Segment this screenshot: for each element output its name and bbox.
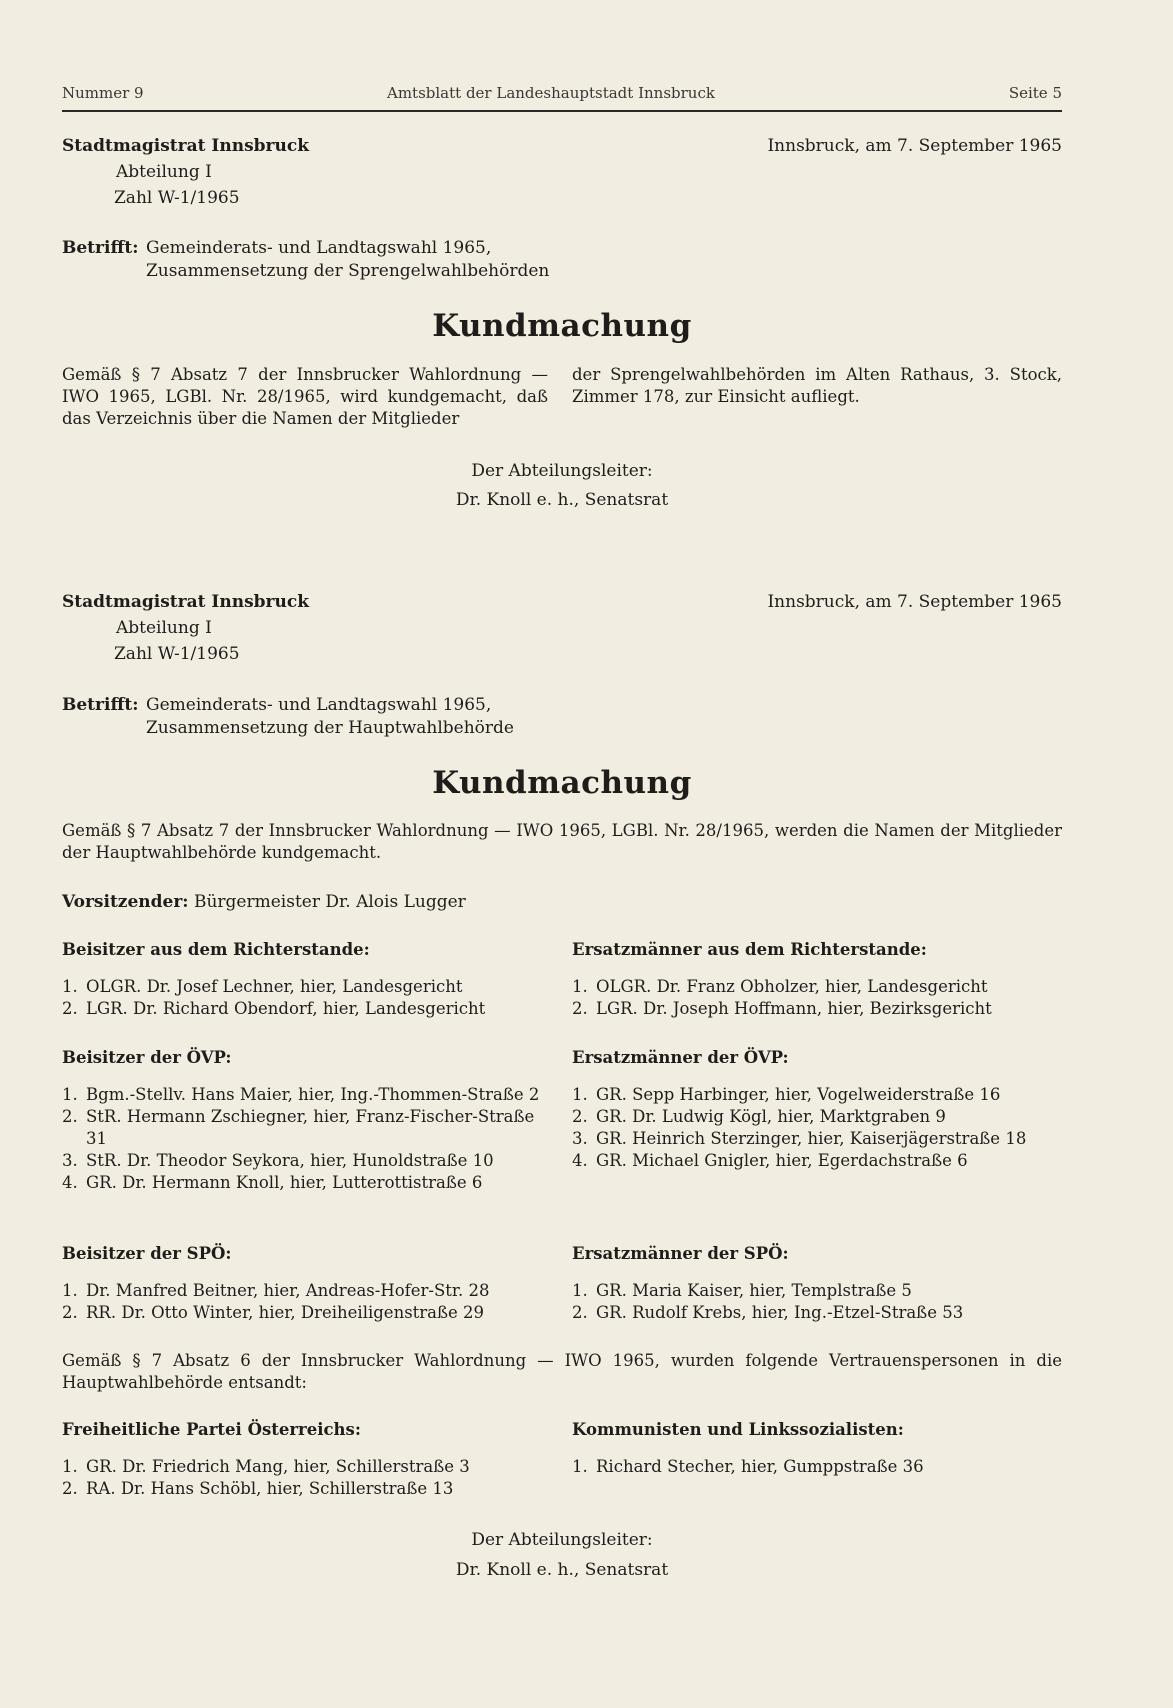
kpo-heading: Kommunisten und Linkssozialisten: xyxy=(572,1420,904,1439)
item-number: 2. xyxy=(62,1479,78,1498)
publication-title: Amtsblatt der Landeshauptstadt Innsbruck xyxy=(387,84,715,102)
list-item xyxy=(62,1478,552,1500)
list-item xyxy=(62,1172,552,1194)
notice2-place-date: Innsbruck, am 7. September 1965 xyxy=(767,592,1062,612)
item-text: GR. Dr. Friedrich Mang, hier, Schillerstraße 3 xyxy=(86,1457,470,1476)
item-number: 1. xyxy=(572,1281,588,1300)
list-item xyxy=(62,1150,552,1172)
substitutes-judges-heading: Ersatzmänner aus dem Richterstande: xyxy=(572,940,927,959)
list-item xyxy=(62,998,542,1020)
notice1-subject-line1: Gemeinderats- und Landtagswahl 1965, xyxy=(146,238,492,258)
notice2-signature-role: Der Abteilungsleiter: xyxy=(471,1530,653,1550)
item-number: 1. xyxy=(572,977,588,996)
item-number: 2. xyxy=(572,1303,588,1322)
chair-line xyxy=(62,892,466,912)
item-number: 2. xyxy=(62,1303,78,1322)
kpo-list xyxy=(572,1456,1062,1478)
page-number: Seite 5 xyxy=(1008,84,1062,102)
list-item xyxy=(572,1106,1062,1128)
list-item xyxy=(572,1456,1062,1478)
item-number: 1. xyxy=(62,1281,78,1300)
assessors-ovp-list xyxy=(62,1084,552,1194)
document-page xyxy=(62,0,1062,1708)
substitutes-ovp-list xyxy=(572,1084,1062,1172)
item-text: GR. Heinrich Sterzinger, hier, Kaiserjägerstraße 18 xyxy=(596,1129,1027,1148)
substitutes-judges-list xyxy=(572,976,1062,1020)
list-item xyxy=(572,1280,1062,1302)
fpo-heading: Freiheitliche Partei Österreichs: xyxy=(62,1420,361,1439)
issue-number: Nummer 9 xyxy=(62,84,144,102)
substitutes-spo-heading: Ersatzmänner der SPÖ: xyxy=(572,1244,789,1263)
item-text: GR. Michael Gnigler, hier, Egerdachstraße 6 xyxy=(596,1151,968,1170)
notice1-title: Kundmachung xyxy=(432,308,692,344)
list-item xyxy=(62,1106,552,1150)
item-text: RA. Dr. Hans Schöbl, hier, Schillerstraße 13 xyxy=(86,1479,454,1498)
notice1-authority: Stadtmagistrat Innsbruck xyxy=(62,136,309,156)
notice1-body-left: Gemäß § 7 Absatz 7 der Innsbrucker Wahlordnung — IWO 1965, LGBl. Nr. 28/1965, wird kundgemacht, daß das Verzeichnis über die Namen der Mitglieder xyxy=(62,365,548,428)
list-item xyxy=(572,1084,1062,1106)
notice2-subject-line2: Zusammensetzung der Hauptwahlbehörde xyxy=(146,718,514,738)
trustees-intro: Gemäß § 7 Absatz 6 der Innsbrucker Wahlordnung — IWO 1965, wurden folgende Vertrauenspersonen in die Hauptwahlbehörde entsandt: xyxy=(62,1351,1062,1392)
notice2-intro: Gemäß § 7 Absatz 7 der Innsbrucker Wahlordnung — IWO 1965, LGBl. Nr. 28/1965, werden die Namen der Mitglieder der Hauptwahlbehörde kundgemacht. xyxy=(62,821,1062,862)
substitutes-spo-list xyxy=(572,1280,1062,1324)
item-text: OLGR. Dr. Josef Lechner, hier, Landesgericht xyxy=(86,977,463,996)
list-item xyxy=(62,1084,552,1106)
notice2-signature-name: Dr. Knoll e. h., Senatsrat xyxy=(455,1560,669,1580)
item-text: LGR. Dr. Joseph Hoffmann, hier, Bezirksgericht xyxy=(596,999,992,1018)
item-number: 2. xyxy=(62,999,78,1018)
list-item xyxy=(572,998,1062,1020)
notice1-subject-line2: Zusammensetzung der Sprengelwahlbehörden xyxy=(146,261,550,281)
list-item xyxy=(572,1150,1062,1172)
assessors-ovp-heading: Beisitzer der ÖVP: xyxy=(62,1048,232,1067)
assessors-spo-heading: Beisitzer der SPÖ: xyxy=(62,1244,232,1263)
item-text: Richard Stecher, hier, Gumppstraße 36 xyxy=(596,1457,924,1476)
item-text: OLGR. Dr. Franz Obholzer, hier, Landesgericht xyxy=(596,977,988,996)
notice1-signature-name: Dr. Knoll e. h., Senatsrat xyxy=(455,490,669,510)
notice1-body-right: der Sprengelwahlbehörden im Alten Rathaus, 3. Stock, Zimmer 178, zur Einsicht aufliegt. xyxy=(572,365,1062,406)
notice2-subject-label: Betrifft: xyxy=(62,695,139,715)
item-number: 3. xyxy=(572,1129,588,1148)
assessors-judges-list xyxy=(62,976,542,1020)
fpo-list xyxy=(62,1456,552,1500)
notice2-authority: Stadtmagistrat Innsbruck xyxy=(62,592,309,612)
item-number: 1. xyxy=(572,1085,588,1104)
list-item xyxy=(62,1302,552,1324)
item-number: 2. xyxy=(62,1107,78,1126)
item-number: 2. xyxy=(572,999,588,1018)
item-text: StR. Hermann Zschiegner, hier, Franz-Fischer-Straße 31 xyxy=(86,1107,535,1148)
assessors-judges-heading: Beisitzer aus dem Richterstande: xyxy=(62,940,370,959)
item-number: 2. xyxy=(572,1107,588,1126)
notice1-signature-role: Der Abteilungsleiter: xyxy=(471,461,653,481)
item-text: Dr. Manfred Beitner, hier, Andreas-Hofer-Str. 28 xyxy=(86,1281,490,1300)
list-item xyxy=(62,1456,552,1478)
item-text: GR. Dr. Hermann Knoll, hier, Lutterottistraße 6 xyxy=(86,1173,483,1192)
item-number: 1. xyxy=(62,977,78,996)
item-text: RR. Dr. Otto Winter, hier, Dreiheiligenstraße 29 xyxy=(86,1303,485,1322)
item-text: Bgm.-Stellv. Hans Maier, hier, Ing.-Thommen-Straße 2 xyxy=(86,1085,540,1104)
list-item xyxy=(572,1302,1062,1324)
assessors-spo-list xyxy=(62,1280,552,1324)
chair-label: Vorsitzender: xyxy=(62,892,189,912)
item-number: 1. xyxy=(572,1457,588,1476)
item-text: LGR. Dr. Richard Obendorf, hier, Landesgericht xyxy=(86,999,486,1018)
notice1-file-number: Zahl W-1/1965 xyxy=(114,188,240,208)
list-item xyxy=(62,976,542,998)
item-text: StR. Dr. Theodor Seykora, hier, Hunoldstraße 10 xyxy=(86,1151,494,1170)
item-text: GR. Sepp Harbinger, hier, Vogelweiderstraße 16 xyxy=(596,1085,1001,1104)
notice2-subject-line1: Gemeinderats- und Landtagswahl 1965, xyxy=(146,695,492,715)
item-text: GR. Rudolf Krebs, hier, Ing.-Etzel-Straße 53 xyxy=(596,1303,964,1322)
item-text: GR. Dr. Ludwig Kögl, hier, Marktgraben 9 xyxy=(596,1107,946,1126)
notice2-title: Kundmachung xyxy=(432,765,692,801)
item-number: 1. xyxy=(62,1085,78,1104)
notice2-department: Abteilung I xyxy=(116,618,212,638)
item-number: 1. xyxy=(62,1457,78,1476)
item-number: 4. xyxy=(572,1151,588,1170)
chair-name: Bürgermeister Dr. Alois Lugger xyxy=(193,892,466,912)
running-header xyxy=(62,84,1062,112)
list-item xyxy=(62,1280,552,1302)
item-text: GR. Maria Kaiser, hier, Templstraße 5 xyxy=(596,1281,912,1300)
item-number: 3. xyxy=(62,1151,78,1170)
notice1-subject-label: Betrifft: xyxy=(62,238,139,258)
list-item xyxy=(572,976,1062,998)
substitutes-ovp-heading: Ersatzmänner der ÖVP: xyxy=(572,1048,789,1067)
item-number: 4. xyxy=(62,1173,78,1192)
notice1-department: Abteilung I xyxy=(116,162,212,182)
notice2-file-number: Zahl W-1/1965 xyxy=(114,644,240,664)
notice1-place-date: Innsbruck, am 7. September 1965 xyxy=(767,136,1062,156)
list-item xyxy=(572,1128,1062,1150)
